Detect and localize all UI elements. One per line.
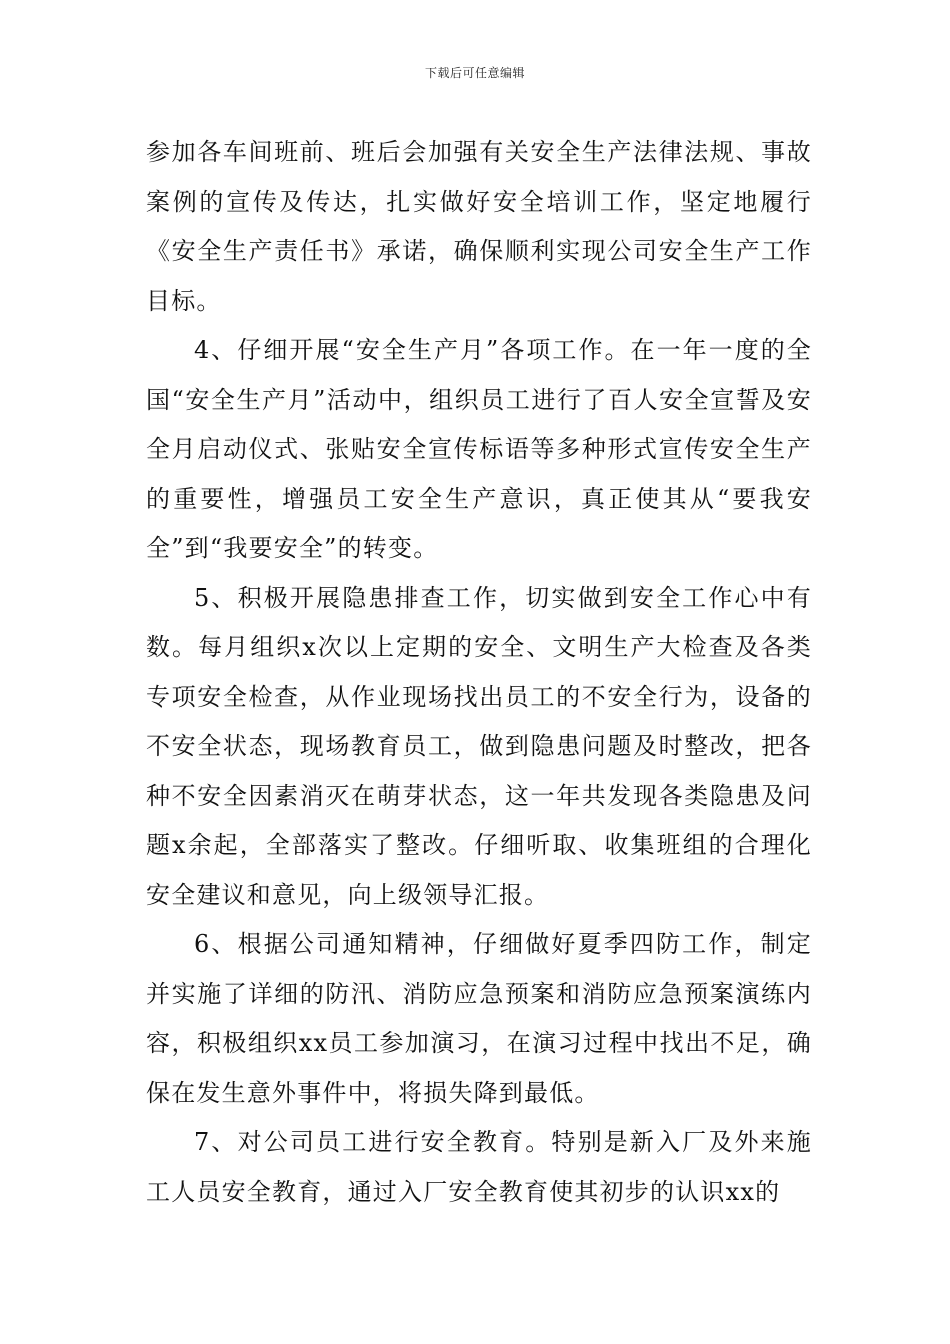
page-header-note: 下载后可任意编辑 bbox=[424, 66, 525, 80]
paragraph-2: 4、仔细开展“安全生产月”各项工作。在一年一度的全国“安全生产月”活动中，组织员工进行了百人安全宣誓及安全月启动仪式、张贴安全宣传标语等多种形式宣传安全生产的重要性，增强员工安全生产意识，真正使其从“要我安全”到“我要安全”的转变。 bbox=[146, 336, 812, 562]
paragraph-1: 参加各车间班前、班后会加强有关安全生产法律法规、事故案例的宣传及传达，扎实做好安全培训工作，坚定地履行《安全生产责任书》承诺，确保顺利实现公司安全生产工作目标。 bbox=[146, 138, 812, 315]
paragraph-3: 5、积极开展隐患排查工作，切实做到安全工作心中有数。每月组织x次以上定期的安全、文明生产大检查及各类专项安全检查，从作业现场找出员工的不安全行为，设备的不安全状态，现场教育员工，做到隐患问题及时整改，把各种不安全因素消灭在萌芽状态，这一年共发现各类隐患及问题x余起，全部落实了整改。仔细听取、收集班组的合理化安全建议和意见，向上级领导汇报。 bbox=[146, 583, 812, 909]
paragraph-5: 7、对公司员工进行安全教育。特别是新入厂及外来施工人员安全教育，通过入厂安全教育使其初步的认识xx的 bbox=[146, 1128, 812, 1206]
paragraph-4: 6、根据公司通知精神，仔细做好夏季四防工作，制定并实施了详细的防汛、消防应急预案和消防应急预案演练内容，积极组织xx员工参加演习，在演习过程中找出不足，确保在发生意外事件中，将损失降到最低。 bbox=[146, 930, 812, 1107]
document-body bbox=[146, 128, 812, 1217]
